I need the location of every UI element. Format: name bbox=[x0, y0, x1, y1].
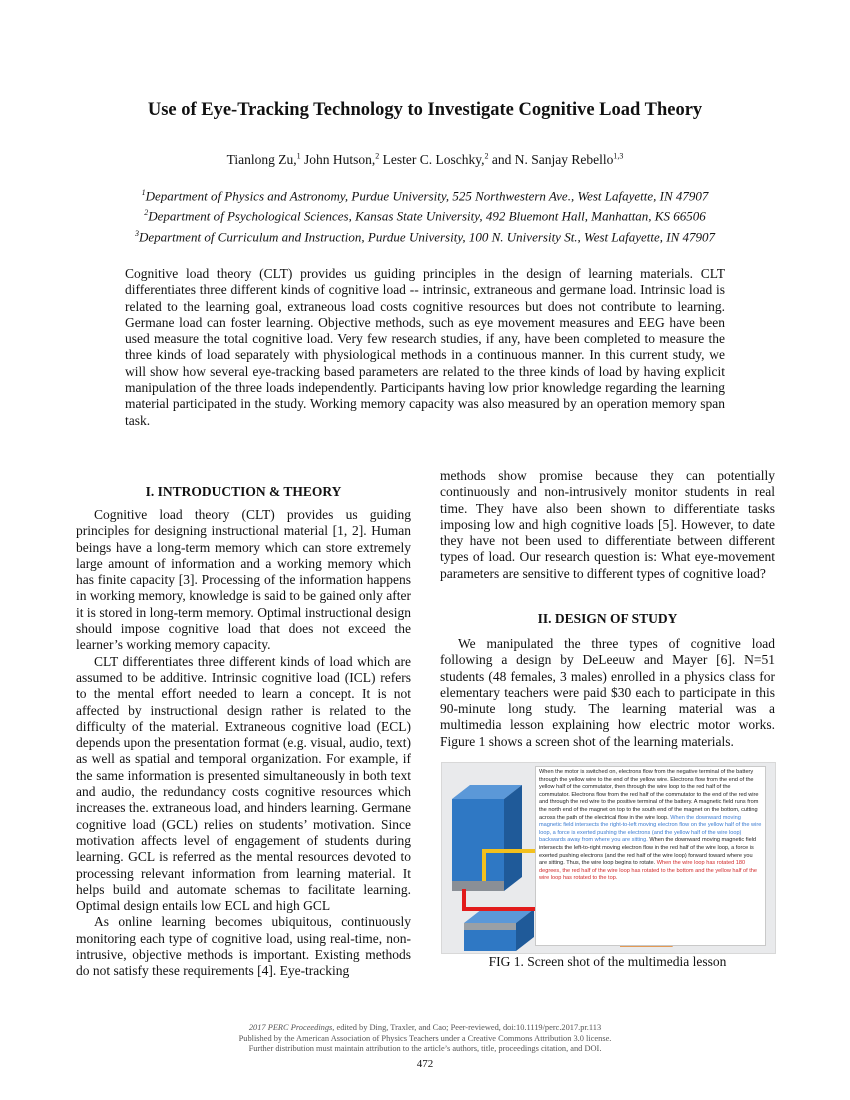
magnet-bottom-band bbox=[464, 923, 516, 930]
author-list bbox=[60, 151, 790, 168]
author-1: Tianlong Zu,$^1$ bbox=[226, 151, 301, 167]
paper-title: Use of Eye-Tracking Technology to Investigate Cognitive Load Theory bbox=[147, 100, 703, 120]
author-4: and N. Sanjay Rebello$^{1,3}$ bbox=[491, 151, 624, 167]
affiliation-3: $^3$Department of Curriculum and Instruction, Purdue University, 100 N. University St., West Lafayette, IN 47907 bbox=[134, 228, 716, 244]
abstract: Cognitive load theory (CLT) provides us guiding principles in the design of learning materials. CLT differentiates three different kinds of cognitive load -- intrinsic, extraneous and germane load. Intrinsic load is related to the learning goal, extraneous load costs cognitive resources but does not contribute to learning. Germane load can foster learning. Objective methods, such as eye movement measures and EEG have been used measure the total cognitive load. Very few research studies, if any, have been completed to measure the three kinds of load separately with physiological methods in a continuous manner. In this current study, we will show how several eye-tracking based parameters are related to the three kinds of load by having explicit manipulation of the three loads independently. Participants having low prior knowledge regarding the learning material participated in the study. Working memory capacity was also measured by an operation memory span task. bbox=[125, 266, 725, 428]
author-2: John Hutson,$^2$ bbox=[304, 151, 380, 167]
magnet-front bbox=[452, 799, 504, 891]
figure-caption: FIG 1. Screen shot of the multimedia lesson bbox=[488, 954, 727, 969]
footer-line-2: Published by the American Association of Physics Teachers under a Creative Commons Attribution 3.0 license. bbox=[238, 1033, 612, 1043]
section-heading-introduction: I. INTRODUCTION & THEORY bbox=[145, 484, 342, 499]
footer-line-3: Further distribution must maintain attribution to the article’s authors, title, proceedings citation, and DOI. bbox=[248, 1044, 602, 1053]
footer-line-1: 2017 PERC Proceedings, edited by Ding, Traxler, and Cao; Peer-reviewed, doi:10.1119/perc.2017.pr.113 bbox=[248, 1023, 602, 1032]
page-footer bbox=[100, 1023, 750, 1055]
figure-text-panel: When the motor is switched on, electrons flow from the negative terminal of the battery through the yellow wire to the end of the yellow wire. Electrons flow from the end of the yellow half of the commutator, then through the wire loop to the red half of the commutator. Electrons flow from the red half of the commutator to the end of the red wire and through the red wire to the positive terminal of the battery. A magnetic field runs from the north end of the magnet on top to the south end of the magnet on the bottom, cutting across the path of the electrical flow in the wire loop. When the downward moving magnetic field intersects the right-to-left moving electron flow on the yellow half of the wire loop, a force is exerted pushing the electrons (and the yellow half of the wire loop) backwards away from where you are sitting. When the downward moving magnetic field intersects the left-to-right moving electron flow in the red half of the wire loop, a force is exerted pushing electrons (and the red half of the wire loop) forward toward where you are sitting. Thus, the wire loop begins to rotate. When the wire loop has rotated 180 degrees, the red half of the wire loop has rotated to the bottom and the yellow half of the wire loop has rotated to the top. bbox=[535, 766, 766, 946]
affiliation-2: $^2$Department of Psychological Sciences, Kansas State University, 492 Bluemont Hall, Manhattan, KS 66506 bbox=[144, 208, 706, 224]
page-number: 472 bbox=[416, 1058, 434, 1070]
section-heading-design: II. DESIGN OF STUDY bbox=[537, 611, 678, 626]
magnet-side bbox=[504, 785, 522, 891]
intro-paragraph-1: Cognitive load theory (CLT) provides us guiding principles for designing instructional material [1, 2]. Human beings have a long-term memory which can store extremely large amount of information and a working memory which has finite capacity [3]. Processing of the information happens in working memory, knowledge is said to be gained only after it is stored in long-term memory. Optimal instructional design should impose cognitive load that does not exceed the learner’s working memory capacity. bbox=[76, 507, 411, 653]
column-right-top bbox=[440, 468, 775, 582]
design-paragraph: We manipulated the three types of cognitive load following a design by DeLeeuw and Mayer [6]. N=51 students (48 females, 3 males) enrolled in a physics class for elementary teachers were paid $30 each to participate in this 90-minute long study. The learning material was a multimedia lesson explaining how electric motor works. Figure 1 shows a screen shot of the learning materials. bbox=[440, 636, 775, 749]
column-left bbox=[76, 507, 411, 980]
intro-paragraph-2: CLT differentiates three different kinds of load which are assumed to be additive. Intrinsic cognitive load (ICL) refers to the mental effort needed to learn a concept. It is not affected by instructional design rather is related to the difficulty of the material. Extraneous cognitive load (ECL) depends upon the presentation format (e.g. visual, audio, text) as well as spatial and temporal organization. For example, if the same information is presented simultaneously in both text and audio, the redundancy costs cognitive resources which increases the. extraneous load, and hinders learning. Germane cognitive load (GCL) relies on students’ motivation. Since motivation affects level of engagement of students during learning. GCL is referred as the mental resources devoted to processing relevant information from learning material. It helps build and automate schemas to facilitate learning. Optimal design entails low ECL and high GCL bbox=[76, 653, 411, 914]
author-3: Lester C. Loschky,$^2$ bbox=[382, 151, 489, 167]
column-right-design bbox=[440, 636, 775, 750]
figure-1-screenshot bbox=[441, 762, 776, 954]
affiliation-1: $^1$Department of Physics and Astronomy, Purdue University, 525 Northwestern Ave., West Lafayette, IN 47907 bbox=[141, 188, 709, 204]
intro-paragraph-3: As online learning becomes ubiquitous, continuously monitoring each type of cognitive load, using real-time, non-intrusive, objective methods is important. Existing methods do not satisfy these requirements [4]. Eye-tracking bbox=[76, 914, 411, 979]
magnet-band bbox=[452, 881, 504, 891]
intro-paragraph-continuation: methods show promise because they can potentially continuously and non-intrusively monitor students in real time. They have also been shown to differentiate tasks imposing low and high cognitive loads [5]. However, to date they have not been used to differentiate between different types of load. Our research question is: What eye-movement parameters are sensitive to different types of cognitive load? bbox=[440, 468, 775, 581]
affiliations bbox=[40, 184, 810, 245]
